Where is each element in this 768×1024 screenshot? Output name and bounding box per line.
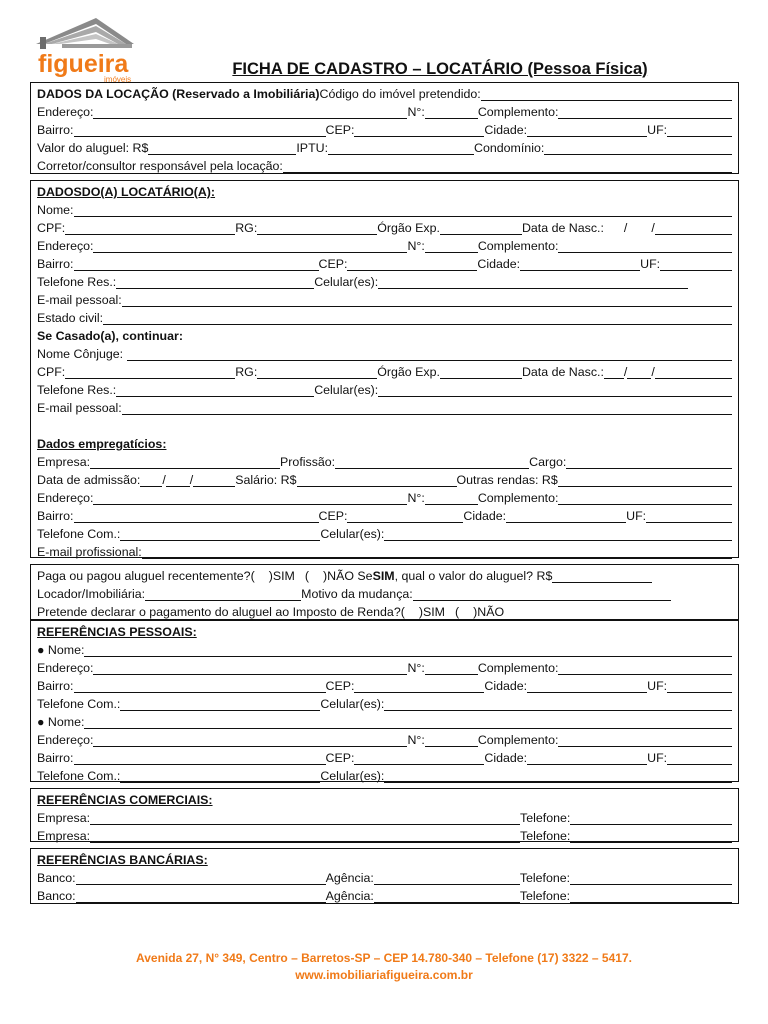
label: CEP: xyxy=(325,123,355,137)
label: UF: xyxy=(647,751,668,765)
ref1-telefone-field[interactable] xyxy=(120,697,320,711)
date-slash: / xyxy=(623,221,628,235)
endereco-field[interactable] xyxy=(93,239,407,253)
label: E-mail profissional: xyxy=(37,545,142,559)
label: Telefone Res.: xyxy=(37,383,117,397)
label: Data de Nasc.: xyxy=(521,221,604,235)
label: Complemento: xyxy=(477,491,559,505)
house-roof-graphic xyxy=(36,18,134,49)
label: Agência: xyxy=(325,871,374,885)
cep-field[interactable] xyxy=(347,257,477,271)
label: Telefone Com.: xyxy=(37,769,121,783)
agencia2-field[interactable] xyxy=(374,889,520,903)
label: N°: xyxy=(407,733,425,747)
label: )SIM xyxy=(418,605,445,619)
ref1-celular-field[interactable] xyxy=(384,697,732,711)
label: Órgão Exp. xyxy=(377,365,440,379)
label: Telefone: xyxy=(520,811,571,825)
label: Cidade: xyxy=(484,751,528,765)
label: Motivo da mudança: xyxy=(301,587,413,601)
subheader-emprego: Dados empregatícios: xyxy=(37,437,167,451)
bairro-field[interactable] xyxy=(74,257,319,271)
celular-field[interactable] xyxy=(378,275,688,289)
conjuge-nasc-month-field[interactable] xyxy=(627,365,651,379)
label: Valor do aluguel: R$ xyxy=(37,141,149,155)
label: UF: xyxy=(647,679,668,693)
motivo-mudanca-field[interactable] xyxy=(413,587,671,601)
label: N°: xyxy=(407,105,425,119)
label: Banco: xyxy=(37,889,76,903)
label: Empresa: xyxy=(37,829,91,843)
ref2-nome-field[interactable] xyxy=(84,715,732,729)
label: Endereço: xyxy=(37,491,94,505)
label: Empresa: xyxy=(37,455,91,469)
section-header-ref-comerciais: REFERÊNCIAS COMERCIAIS: xyxy=(37,793,213,807)
orgao-exp-field[interactable] xyxy=(440,221,522,235)
section-aluguel-anterior xyxy=(30,564,739,620)
emprego-numero-field[interactable] xyxy=(425,491,478,505)
conjuge-cpf-field[interactable] xyxy=(65,365,235,379)
ref1-endereco-field[interactable] xyxy=(93,661,407,675)
conjuge-telefone-field[interactable] xyxy=(116,383,314,397)
comercial1-telefone-field[interactable] xyxy=(570,811,732,825)
subheader-casado: Se Casado(a), continuar: xyxy=(37,329,183,343)
label: ( xyxy=(304,569,309,583)
section-header-locacao: DADOS DA LOCAÇÃO (Reservado a Imobiliária) xyxy=(37,87,320,101)
label: IPTU: xyxy=(296,141,329,155)
label: )NÃO Se xyxy=(323,569,373,583)
label: Endereço: xyxy=(37,239,94,253)
label: Complemento: xyxy=(477,733,559,747)
label: Código do imóvel pretendido: xyxy=(319,87,481,101)
label: Cidade: xyxy=(484,679,528,693)
label: Data de Nasc.: xyxy=(521,365,604,379)
emprego-complemento-field[interactable] xyxy=(558,491,732,505)
label: Telefone Res.: xyxy=(37,275,117,289)
ref2-telefone-field[interactable] xyxy=(120,769,320,783)
label: Celular(es): xyxy=(320,697,385,711)
valor-aluguel-anterior-field[interactable] xyxy=(552,569,652,583)
banco2-field[interactable] xyxy=(76,889,326,903)
ref2-cidade-field[interactable] xyxy=(527,751,647,765)
codigo-imovel-field[interactable] xyxy=(481,87,732,101)
logo-wordmark: figueira xyxy=(38,50,129,78)
ref2-cep-field[interactable] xyxy=(354,751,484,765)
rg-field[interactable] xyxy=(257,221,377,235)
label: Corretor/consultor responsável pela locação: xyxy=(37,159,283,173)
label: Paga ou pagou aluguel recentemente?( xyxy=(37,569,255,583)
footer xyxy=(0,950,768,984)
label: CEP: xyxy=(325,679,355,693)
label: CEP: xyxy=(325,751,355,765)
banco1-telefone-field[interactable] xyxy=(570,871,732,885)
cidade-field[interactable] xyxy=(520,257,640,271)
form-title: FICHA DE CADASTRO – LOCATÁRIO (Pessoa Física) xyxy=(232,60,648,78)
date-slash: / xyxy=(651,221,655,235)
section-header-ref-pessoais: REFERÊNCIAS PESSOAIS: xyxy=(37,625,197,639)
label: Cidade: xyxy=(463,509,507,523)
cpf-field[interactable] xyxy=(65,221,235,235)
label: ● Nome: xyxy=(37,643,85,657)
label: Complemento: xyxy=(477,105,559,119)
label: Outras rendas: R$ xyxy=(456,473,558,487)
ref2-celular-field[interactable] xyxy=(384,769,732,783)
emprego-cidade-field[interactable] xyxy=(506,509,626,523)
label: )SIM xyxy=(268,569,295,583)
banco1-field[interactable] xyxy=(76,871,326,885)
label: RG: xyxy=(235,365,258,379)
ref2-complemento-field[interactable] xyxy=(558,733,732,747)
label: E-mail pessoal: xyxy=(37,293,122,307)
footer-website[interactable]: www.imobiliariafigueira.com.br xyxy=(295,968,473,982)
ref1-cidade-field[interactable] xyxy=(527,679,647,693)
emprego-cep-field[interactable] xyxy=(347,509,463,523)
ref1-bairro-field[interactable] xyxy=(74,679,326,693)
label: Cidade: xyxy=(477,257,521,271)
label: )NÃO xyxy=(473,605,505,619)
label: Profissão: xyxy=(280,455,336,469)
cidade-field[interactable] xyxy=(527,123,647,137)
section-referencias-pessoais xyxy=(30,620,739,782)
label: Empresa: xyxy=(37,811,91,825)
label: Complemento: xyxy=(477,661,559,675)
nome-conjuge-field[interactable] xyxy=(127,347,732,361)
label: Cargo: xyxy=(529,455,567,469)
label: Bairro: xyxy=(37,679,74,693)
ref1-complemento-field[interactable] xyxy=(558,661,732,675)
label: Cidade: xyxy=(484,123,528,137)
label: UF: xyxy=(640,257,661,271)
conjuge-rg-field[interactable] xyxy=(257,365,377,379)
logo-tagline: imóveis xyxy=(104,75,132,84)
figueira-logo xyxy=(34,14,146,86)
ir-nao-option[interactable] xyxy=(459,605,473,619)
label: CEP: xyxy=(318,257,348,271)
section-header-locatario: DADOSDO(A) LOCATÁRIO(A): xyxy=(37,185,216,199)
section-locacao xyxy=(30,82,739,174)
date-slash: / xyxy=(189,473,194,487)
paga-nao-option[interactable] xyxy=(309,569,323,583)
section-header-ref-bancarias: REFERÊNCIAS BANCÁRIAS: xyxy=(37,853,208,867)
label: Celular(es): xyxy=(314,383,379,397)
paga-sim-option[interactable] xyxy=(255,569,269,583)
label: Nome Cônjuge: xyxy=(37,347,124,361)
date-slash: / xyxy=(162,473,166,487)
condominio-field[interactable] xyxy=(544,141,732,155)
label: CPF: xyxy=(37,365,66,379)
label: Condomínio: xyxy=(474,141,545,155)
label: ● Nome: xyxy=(37,715,85,729)
conjuge-celular-field[interactable] xyxy=(378,383,732,397)
label: Telefone: xyxy=(520,829,571,843)
ref2-uf-field[interactable] xyxy=(667,751,732,765)
telefone-res-field[interactable] xyxy=(116,275,314,289)
empresa-field[interactable] xyxy=(90,455,280,469)
complemento-field[interactable] xyxy=(558,105,732,119)
estado-civil-field[interactable] xyxy=(103,311,732,325)
label: Endereço: xyxy=(37,733,94,747)
date-slash: / xyxy=(623,365,628,379)
cep-field[interactable] xyxy=(354,123,484,137)
label: RG: xyxy=(235,221,258,235)
comercial2-empresa-field[interactable] xyxy=(90,829,520,843)
ir-sim-option[interactable] xyxy=(405,605,419,619)
admissao-year-field[interactable] xyxy=(193,473,235,487)
ref2-endereco-field[interactable] xyxy=(93,733,407,747)
label: , qual o valor do aluguel? R$ xyxy=(394,569,553,583)
label: Telefone Com.: xyxy=(37,527,121,541)
bairro-field[interactable] xyxy=(74,123,326,137)
label: Banco: xyxy=(37,871,76,885)
conjuge-nasc-day-field[interactable] xyxy=(604,365,624,379)
admissao-month-field[interactable] xyxy=(166,473,190,487)
valor-aluguel-field[interactable] xyxy=(148,141,296,155)
section-locatario xyxy=(30,180,739,558)
profissao-field[interactable] xyxy=(335,455,529,469)
ref2-bairro-field[interactable] xyxy=(74,751,326,765)
label: N°: xyxy=(407,661,425,675)
label: Telefone: xyxy=(519,889,571,903)
label: Órgão Exp. xyxy=(377,221,440,235)
iptu-field[interactable] xyxy=(328,141,474,155)
date-slash: / xyxy=(651,365,655,379)
section-referencias-bancarias xyxy=(30,848,739,904)
ref2-numero-field[interactable] xyxy=(425,733,478,747)
corretor-field[interactable] xyxy=(283,159,732,173)
outras-rendas-field[interactable] xyxy=(558,473,732,487)
nome-field[interactable] xyxy=(74,203,733,217)
label: Telefone Com.: xyxy=(37,697,121,711)
label: Bairro: xyxy=(37,123,74,137)
comercial2-telefone-field[interactable] xyxy=(570,829,732,843)
endereco-field[interactable] xyxy=(93,105,407,119)
cargo-field[interactable] xyxy=(566,455,732,469)
ref1-cep-field[interactable] xyxy=(354,679,484,693)
section-referencias-comerciais xyxy=(30,788,739,842)
locador-field[interactable] xyxy=(145,587,301,601)
conjuge-email-field[interactable] xyxy=(122,401,732,415)
label: Celular(es): xyxy=(314,275,379,289)
label: Bairro: xyxy=(37,257,74,271)
email-field[interactable] xyxy=(122,293,732,307)
label: Endereço: xyxy=(37,661,94,675)
label: Bairro: xyxy=(37,509,74,523)
numero-field[interactable] xyxy=(425,105,478,119)
complemento-field[interactable] xyxy=(558,239,732,253)
label: Salário: R$ xyxy=(235,473,297,487)
label: UF: xyxy=(647,123,668,137)
emprego-uf-field[interactable] xyxy=(646,509,732,523)
label: Pretende declarar o pagamento do aluguel ao Imposto de Renda?( xyxy=(37,605,405,619)
nasc-year-field[interactable] xyxy=(655,221,732,235)
label: ( xyxy=(455,605,460,619)
footer-address: Avenida 27, N° 349, Centro – Barretos-SP – CEP 14.780-340 – Telefone (17) 3322 – 5417. xyxy=(136,951,632,965)
comercial1-empresa-field[interactable] xyxy=(90,811,520,825)
label: Locador/Imobiliária: xyxy=(37,587,146,601)
nasc-month-field[interactable] xyxy=(627,221,651,235)
uf-field[interactable] xyxy=(660,257,732,271)
emprego-celular-field[interactable] xyxy=(384,527,732,541)
label: CEP: xyxy=(318,509,348,523)
label: N°: xyxy=(407,239,425,253)
label: Data de admissão: xyxy=(37,473,141,487)
label: Bairro: xyxy=(37,751,74,765)
label: Telefone: xyxy=(519,871,571,885)
conjuge-orgao-field[interactable] xyxy=(440,365,522,379)
telefone-com-field[interactable] xyxy=(120,527,320,541)
label: CPF: xyxy=(37,221,66,235)
nasc-day-field[interactable] xyxy=(604,221,624,235)
label: N°: xyxy=(407,491,425,505)
label: SIM xyxy=(372,569,395,583)
agencia1-field[interactable] xyxy=(374,871,520,885)
admissao-day-field[interactable] xyxy=(140,473,162,487)
email-profissional-field[interactable] xyxy=(142,545,732,559)
numero-field[interactable] xyxy=(425,239,478,253)
emprego-bairro-field[interactable] xyxy=(74,509,319,523)
ref1-nome-field[interactable] xyxy=(84,643,732,657)
label: Complemento: xyxy=(477,239,559,253)
label: Celular(es): xyxy=(320,769,385,783)
label: Celular(es): xyxy=(320,527,385,541)
salario-field[interactable] xyxy=(297,473,457,487)
label: E-mail pessoal: xyxy=(37,401,122,415)
label: Endereço: xyxy=(37,105,94,119)
ref1-uf-field[interactable] xyxy=(667,679,732,693)
emprego-endereco-field[interactable] xyxy=(93,491,407,505)
label: UF: xyxy=(626,509,647,523)
ref1-numero-field[interactable] xyxy=(425,661,478,675)
label: Agência: xyxy=(325,889,374,903)
uf-field[interactable] xyxy=(667,123,732,137)
banco2-telefone-field[interactable] xyxy=(570,889,732,903)
label: Estado civil: xyxy=(37,311,104,325)
label: Nome: xyxy=(37,203,74,217)
conjuge-nasc-year-field[interactable] xyxy=(655,365,732,379)
